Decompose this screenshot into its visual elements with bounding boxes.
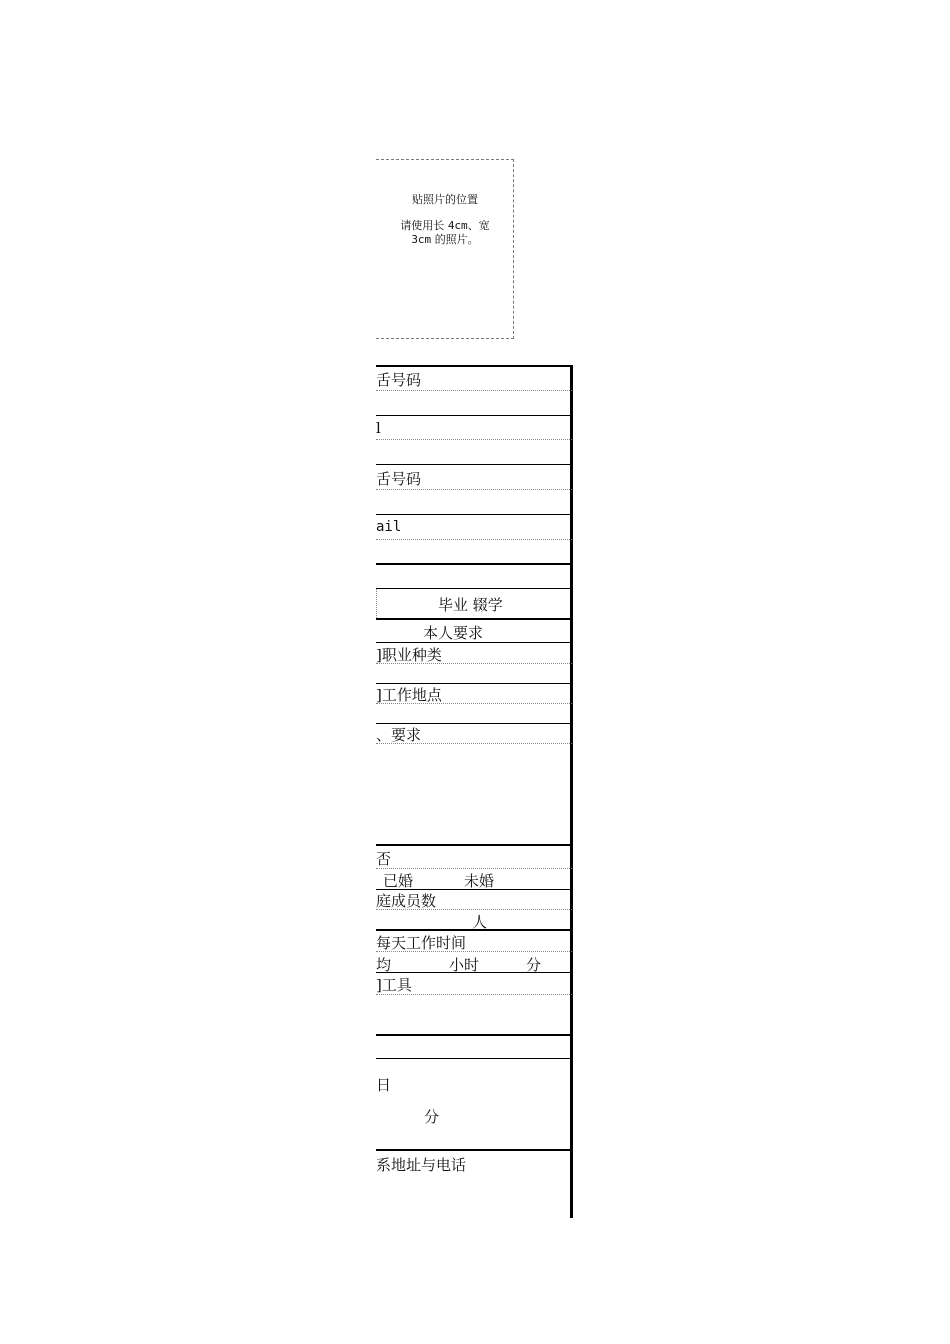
- work-place-label: ]工作地点: [376, 686, 442, 704]
- family-members-label: 庭成员数: [376, 892, 437, 910]
- email-label-1: l: [376, 419, 381, 437]
- education-cell-edge: [376, 589, 378, 618]
- requirements-title: 本人要求: [423, 624, 484, 642]
- average-label: 均: [376, 956, 392, 974]
- divider: [376, 563, 572, 565]
- divider: [376, 1149, 572, 1151]
- phone-label-2: 舌号码: [376, 470, 422, 488]
- married-option: 已婚: [383, 872, 414, 890]
- divider: [376, 1034, 572, 1036]
- email-label-2: ail: [376, 519, 402, 535]
- divider: [376, 464, 572, 465]
- photo-placeholder: [376, 159, 514, 339]
- photo-line1-prefix: 请使用长: [400, 219, 445, 232]
- phone-label-1: 舌号码: [376, 371, 422, 389]
- work-hours-label: 每天工作时间: [376, 934, 467, 952]
- divider: [376, 390, 572, 391]
- address-phone-label: 系地址与电话: [376, 1156, 467, 1174]
- form-right-border: [570, 365, 573, 1218]
- form-top-rule: [376, 365, 572, 367]
- date-label: 日: [376, 1076, 392, 1094]
- photo-instruction-line1: [376, 219, 514, 233]
- divider: [376, 439, 572, 440]
- married-question-label: 否: [376, 850, 392, 868]
- minutes-unit: 分: [526, 956, 542, 974]
- job-type-label: ]职业种类: [376, 646, 442, 664]
- minute-label: 分: [424, 1108, 440, 1126]
- divider: [376, 514, 572, 515]
- divider: [376, 868, 572, 869]
- divider: [376, 415, 572, 416]
- divider: [376, 618, 572, 620]
- divider: [376, 489, 572, 490]
- photo-line1-suffix: 、宽: [467, 219, 490, 232]
- photo-line2-suffix: 的照片。: [434, 233, 479, 246]
- family-members-unit: 人: [472, 913, 488, 931]
- transport-label: ]工具: [376, 976, 412, 994]
- divider: [376, 588, 572, 589]
- other-requirements-label: 、要求: [376, 726, 422, 744]
- photo-title: 贴照片的位置: [412, 193, 478, 206]
- photo-line1-size: 4cm: [447, 219, 468, 232]
- education-status-options: 毕业 辍学: [438, 596, 503, 614]
- unmarried-option: 未婚: [464, 872, 495, 890]
- photo-line2-size: 3cm: [411, 233, 432, 246]
- divider: [376, 539, 572, 540]
- photo-instruction-line2: [376, 233, 514, 247]
- divider: [376, 844, 572, 846]
- divider: [376, 1058, 572, 1059]
- hours-unit: 小时: [449, 956, 480, 974]
